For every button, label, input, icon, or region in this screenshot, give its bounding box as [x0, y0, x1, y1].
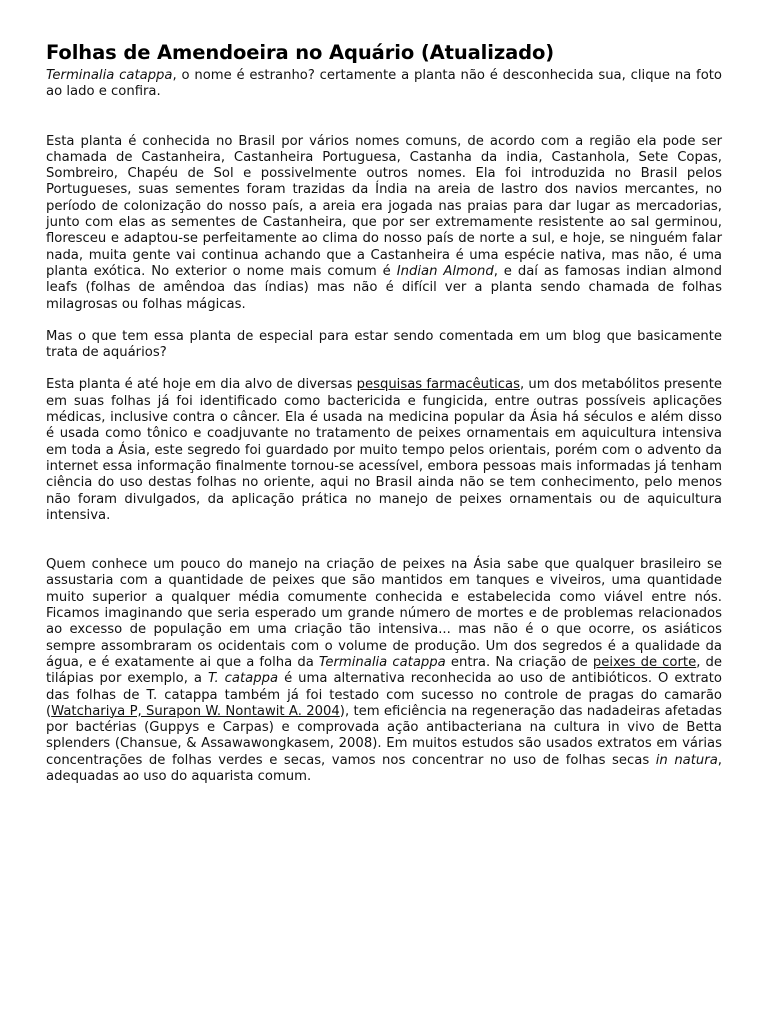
- p4-part3: , de tilápias por exemplo, a: [46, 654, 722, 687]
- link-pesquisas-farmaceuticas[interactable]: pesquisas farmacêuticas: [356, 377, 520, 393]
- p1-text-before: Esta planta é conhecida no Brasil por vários nomes comuns, de acordo com a região ela pode ser chamada de Castanheira, Castanheira Portuguesa, Castanha da india, Castanhola, Sete Copas, Sombreiro, Chapéu de Sol e possivelmente outros nomes. Ela foi introduzida no Brasil pelos Portugueses, suas sementes foram trazidas da Índia na areia de lastro dos navios mercantes, no período de colonização do nosso país, a areia era jogada nas praias para dar lugar as mercadorias, junto com elas as sementes de Castanheira, que por ser extremamente resistente ao sal germinou, floresceu e adaptou-se perfeitamente ao clima do nosso país de norte a sul, e hoje, se ninguém falar nada, muita gente vai continua achando que a Castanheira é uma espécie nativa, mas não, é uma planta exótica. No exterior o nome mais comum é: [46, 133, 722, 279]
- paragraph-research: [46, 377, 722, 524]
- p4-part5: ), tem eficiência na regeneração das nadadeiras afetadas por bactérias (Guppys e Carpas) e comprovada ação antibacteriana na cultura in vivo de Betta splenders (Chansue, & Assawawongkasem, 2008). Em muitos estudos são usados extratos em várias concentrações de folhas verdes e secas, vamos nos concentrar no uso de folhas secas: [46, 703, 723, 768]
- p4-part2: entra. Na criação de: [445, 654, 593, 670]
- p4-species-2: T. catappa: [208, 671, 279, 687]
- p3-text-before: Esta planta é até hoje em dia alvo de diversas: [46, 377, 357, 393]
- species-name: Terminalia catappa: [46, 68, 173, 83]
- p4-in-natura: in natura: [655, 752, 718, 768]
- p1-text-after: , e daí as famosas indian almond leafs (folhas de amêndoa das índias) mas não é difícil ver a planta sendo chamada de folhas milagrosas ou folhas mágicas.: [46, 263, 722, 312]
- p1-emphasis: Indian Almond: [396, 263, 494, 279]
- p3-text-after: , um dos metabólitos presente em suas folhas já foi identificado como bactericida e fungicida, entre outras possíveis aplicações médicas, inclusive contra o câncer. Ela é usada na medicina popular da Ásia há séculos e além disso é usada como tônico e coadjuvante no tratamento de peixes ornamentais em aquicultura intensiva em toda a Ásia, este segredo foi guardado por muito tempo pelos orientais, porém com o advento da internet essa informação finalmente tornou-se acessível, embora pessoas mais informadas já tenham ciência do uso destas folhas no oriente, aqui no Brasil ainda não se tem conhecimento, pelo menos não foram divulgados, da aplicação prática no manejo de peixes ornamentais ou de aquicultura intensiva.: [46, 377, 722, 523]
- article: [46, 40, 722, 785]
- paragraph-common-names: [46, 134, 722, 313]
- link-watchariya-citation[interactable]: Watchariya P, Surapon W. Nontawit A. 2004: [51, 703, 340, 719]
- p4-part4: é uma alternativa reconhecida ao uso de antibióticos. O extrato das folhas de T. catappa também já foi testado com sucesso no controle de pragas do camarão (: [46, 671, 722, 719]
- intro-text: , o nome é estranho? certamente a planta não é desconhecida sua, clique na foto ao lado e confira.: [46, 68, 722, 100]
- article-title: Folhas de Amendoeira no Aquário (Atualizado): [46, 41, 555, 64]
- paragraph-question: [46, 329, 722, 362]
- intro-paragraph: [46, 68, 722, 101]
- p2-text: Mas o que tem essa planta de especial para estar sendo comentada em um blog que basicamente trata de aquários?: [46, 328, 722, 361]
- paragraph-asia-aquaculture: [46, 557, 722, 785]
- link-peixes-de-corte[interactable]: peixes de corte: [592, 654, 697, 670]
- p4-part6: , adequadas ao uso do aquarista comum.: [46, 752, 722, 784]
- p4-species-1: Terminalia catappa: [318, 654, 446, 670]
- p4-part1: Quem conhece um pouco do manejo na criação de peixes na Ásia sabe que qualquer brasileiro se assustaria com a quantidade de peixes que são mantidos em tanques e viveiros, uma quantidade muito superior a qualquer média comumente conhecida e estabelecida como viável entre nós. Ficamos imaginando que seria esperado um grande número de mortes e de problemas relacionados ao excesso de população em uma criação tão intensiva... mas não é o que ocorre, os asiáticos sempre assombraram os ocidentais com o volume de produção. Um dos segredos é a qualidade da água, e é exatamente ai que a folha da: [46, 557, 722, 670]
